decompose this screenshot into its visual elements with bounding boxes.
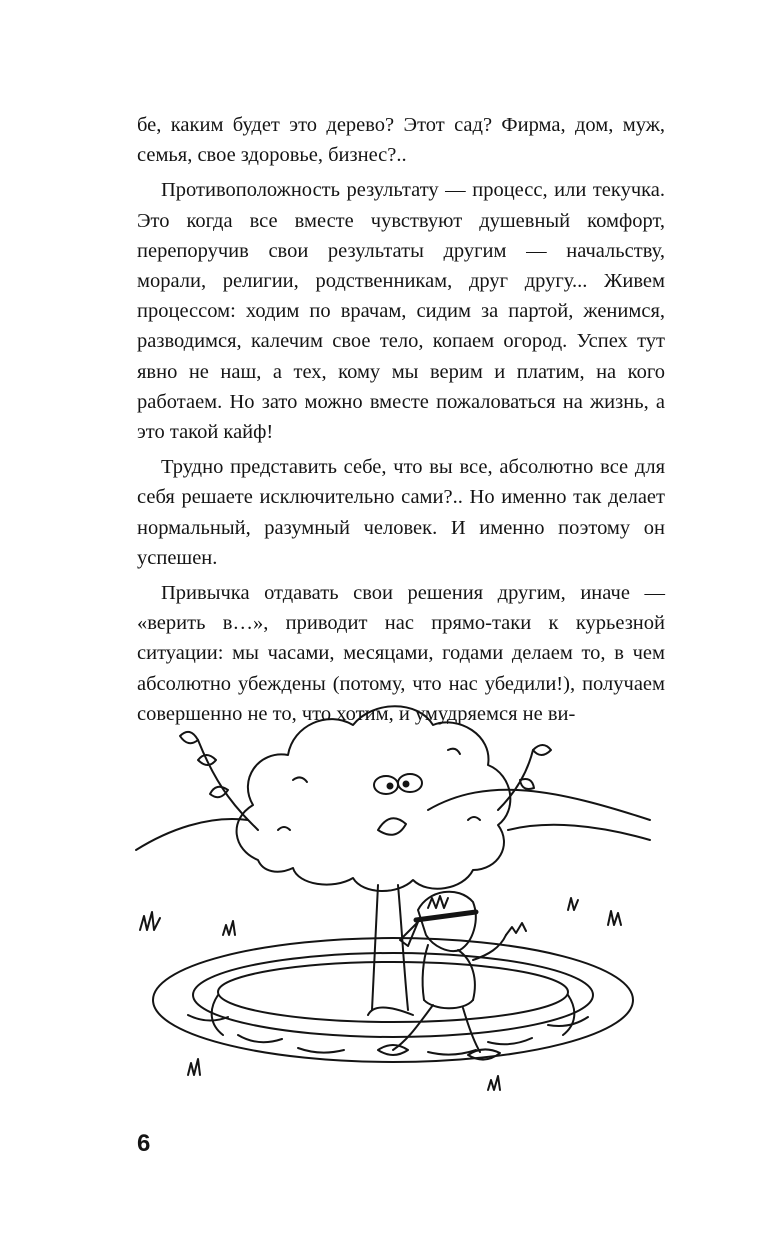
body-text xyxy=(137,110,665,734)
paragraph-continuation: бе, каким будет это дерево? Этот сад? Фирма, дом, муж, семья, свое здоровье, бизнес?.. xyxy=(137,114,665,167)
paragraph-habit: Привычка отдавать свои решения другим, иначе — «верить в…», приводит нас прямо-таки к курьезной ситуации: мы часами, месяцами, годами делаем то, в чем абсолютно убеждены (потому, что нас убедили!), получаем совершенно не то, что хотим, и умудряемся не ви- xyxy=(137,582,665,725)
page-number: 6 xyxy=(137,1130,151,1157)
paragraph-decisions: Трудно представить себе, что вы все, абсолютно все для себя решаете исключительно сами?.. Но именно так делает нормальный, разумный человек. И именно поэтому он успешен. xyxy=(137,456,665,569)
blindfolded-man-walking-around-tree-icon xyxy=(128,680,658,1100)
paragraph-process: Противоположность результату — процесс, или текучка. Это когда все вместе чувствуют душевный комфорт, перепоручив свои результаты другим — начальству, морали, религии, родственникам, друг другу... Живем процессом: ходим по врачам, сидим за партой, женимся, разводимся, калечим свое тело, копаем огород. Успех тут явно не наш, а тех, кому мы верим и платим, на кого работаем. Но зато можно вместе пожаловаться на жизнь, а это такой кайф! xyxy=(137,179,665,444)
